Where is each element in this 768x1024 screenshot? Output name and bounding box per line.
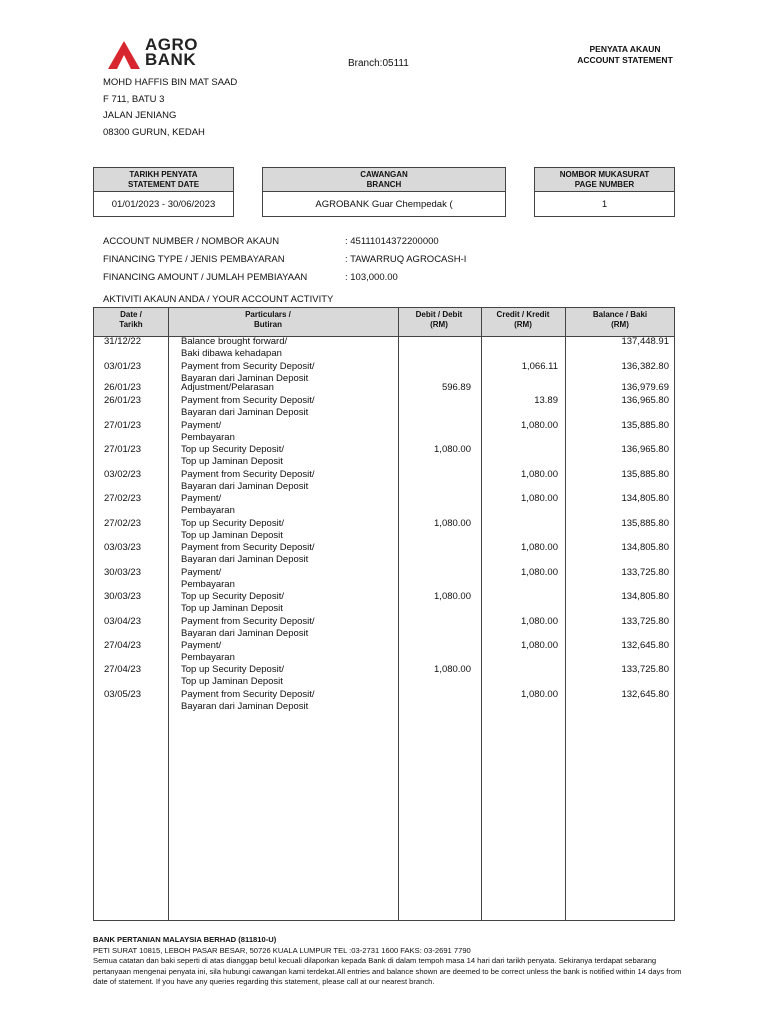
page-number-header-malay: NOMBOR MUKASURAT (559, 170, 650, 179)
row-date: 03/02/23 (104, 469, 141, 480)
column-divider (565, 308, 566, 920)
row-particulars: Payment from Security Deposit/ (181, 469, 315, 480)
row-particulars: Top up Security Deposit/ (181, 664, 284, 675)
account-number-label: ACCOUNT NUMBER / NOMBOR AKAUN (103, 236, 280, 247)
row-date: 27/04/23 (104, 664, 141, 675)
header-particulars-line1: Particulars / (245, 310, 291, 319)
address-line-1: F 711, BATU 3 (103, 93, 165, 105)
header-credit-line1: Credit / Kredit (496, 310, 550, 319)
row-particulars-secondary: Baki dibawa kehadapan (181, 348, 282, 360)
row-particulars: Top up Security Deposit/ (181, 444, 284, 455)
row-particulars: Payment from Security Deposit/ (181, 689, 315, 700)
footer-bank-name: BANK PERTANIAN MALAYSIA BERHAD (811810-U) (93, 935, 277, 944)
row-credit: 1,080.00 (521, 616, 558, 627)
branch-header (262, 167, 506, 192)
footer (93, 935, 693, 988)
statement-date-header (93, 167, 234, 192)
statement-date-value: 01/01/2023 - 30/06/2023 (93, 191, 234, 217)
page-number-header (534, 167, 675, 192)
header-debit (398, 310, 480, 330)
row-credit: 1,080.00 (521, 689, 558, 700)
page-number-value: 1 (534, 191, 675, 217)
row-particulars: Balance brought forward/ (181, 336, 288, 347)
row-credit: 1,080.00 (521, 469, 558, 480)
row-date: 30/03/23 (104, 591, 141, 602)
address-line-3: 08300 GURUN, KEDAH (103, 126, 205, 138)
row-particulars: Adjustment/Pelarasan (181, 382, 274, 393)
row-debit: 1,080.00 (434, 518, 471, 529)
account-number-value: : 45111014372200000 (345, 236, 439, 247)
agrobank-logo (107, 35, 207, 72)
row-date: 27/02/23 (104, 518, 141, 529)
row-credit: 1,080.00 (521, 420, 558, 431)
row-balance: 134,805.80 (621, 591, 669, 602)
row-date: 03/03/23 (104, 542, 141, 553)
row-debit: 1,080.00 (434, 444, 471, 455)
branch-value: AGROBANK Guar Chempedak ( (262, 191, 506, 217)
row-particulars-secondary: Bayaran dari Jaminan Deposit (181, 701, 309, 713)
logo-line2: BANK (145, 50, 197, 69)
page-number-header-english: PAGE NUMBER (574, 180, 635, 189)
header-credit (481, 310, 565, 330)
header-balance (565, 310, 675, 330)
row-particulars-secondary: Bayaran dari Jaminan Deposit (181, 554, 309, 566)
statement-title-english: ACCOUNT STATEMENT (577, 55, 673, 65)
address-line-2: JALAN JENIANG (103, 110, 177, 121)
row-particulars-secondary: Pembayaran (181, 505, 235, 517)
statement-title-malay: PENYATA AKAUN (589, 44, 661, 54)
row-date: 27/01/23 (104, 444, 141, 455)
footer-address: PETI SURAT 10815, LEBOH PASAR BESAR, 50726 KUALA LUMPUR TEL :03-2731 1600 FAKS: 03-2691 7790 (93, 945, 471, 955)
row-balance: 136,965.80 (621, 444, 669, 455)
statement-date-header-malay: TARIKH PENYATA (129, 170, 198, 179)
row-particulars-secondary: Bayaran dari Jaminan Deposit (181, 628, 309, 640)
row-particulars-secondary: Bayaran dari Jaminan Deposit (181, 373, 309, 385)
header-balance-line2: (RM) (611, 320, 629, 329)
row-balance: 134,805.80 (621, 493, 669, 504)
header-date-line1: Date / (120, 310, 142, 319)
row-particulars: Payment/ (181, 567, 222, 578)
activity-title: AKTIVITI AKAUN ANDA / YOUR ACCOUNT ACTIVITY (103, 294, 334, 305)
row-particulars: Payment/ (181, 420, 222, 431)
row-balance: 133,725.80 (621, 664, 669, 675)
row-date: 03/05/23 (104, 689, 141, 700)
branch-header-english: BRANCH (366, 180, 402, 189)
column-divider (168, 308, 169, 920)
row-particulars: Payment from Security Deposit/ (181, 395, 315, 406)
financing-amount-value: : 103,000.00 (345, 272, 398, 283)
row-particulars-secondary: Top up Jaminan Deposit (181, 530, 283, 542)
row-particulars-secondary: Bayaran dari Jaminan Deposit (181, 407, 309, 419)
logo-wordmark (145, 37, 198, 67)
row-date: 03/04/23 (104, 616, 141, 627)
row-particulars-secondary: Bayaran dari Jaminan Deposit (181, 481, 309, 493)
row-date: 26/01/23 (104, 395, 141, 406)
branch-header-malay: CAWANGAN (360, 170, 408, 179)
row-balance: 136,965.80 (621, 395, 669, 406)
row-particulars-secondary: Pembayaran (181, 652, 235, 664)
row-particulars: Payment/ (181, 640, 222, 651)
row-particulars-secondary: Top up Jaminan Deposit (181, 456, 283, 468)
row-debit: 1,080.00 (434, 664, 471, 675)
header-balance-line1: Balance / Baki (592, 310, 648, 319)
row-balance: 135,885.80 (621, 518, 669, 529)
row-balance: 132,645.80 (621, 689, 669, 700)
row-balance: 135,885.80 (621, 420, 669, 431)
header-date-line2: Tarikh (119, 320, 143, 329)
row-particulars-secondary: Top up Jaminan Deposit (181, 676, 283, 688)
financing-amount-label: FINANCING AMOUNT / JUMLAH PEMBIAYAAN (103, 272, 308, 283)
row-date: 31/12/22 (104, 336, 141, 347)
header-particulars (168, 310, 368, 330)
row-credit: 1,080.00 (521, 493, 558, 504)
row-balance: 135,885.80 (621, 469, 669, 480)
row-balance: 137,448.91 (621, 336, 669, 347)
agrobank-triangle-icon (107, 40, 141, 70)
row-credit: 1,080.00 (521, 640, 558, 651)
branch-code: Branch:05111 (348, 58, 409, 69)
row-particulars: Top up Security Deposit/ (181, 518, 284, 529)
row-particulars: Payment from Security Deposit/ (181, 361, 315, 372)
column-divider (481, 308, 482, 920)
row-particulars: Top up Security Deposit/ (181, 591, 284, 602)
financing-type-label: FINANCING TYPE / JENIS PEMBAYARAN (103, 254, 285, 265)
row-balance: 136,382.80 (621, 361, 669, 372)
row-date: 26/01/23 (104, 382, 141, 393)
table-header (94, 308, 674, 337)
statement-date-header-english: STATEMENT DATE (127, 180, 200, 189)
header-debit-line2: (RM) (430, 320, 448, 329)
customer-address (103, 75, 237, 141)
row-particulars: Payment from Security Deposit/ (181, 542, 315, 553)
logo-line1: AGRO (145, 35, 198, 54)
row-particulars: Payment/ (181, 493, 222, 504)
row-credit: 1,066.11 (521, 361, 558, 372)
row-balance: 133,725.80 (621, 616, 669, 627)
row-date: 27/01/23 (104, 420, 141, 431)
row-balance: 136,979.69 (621, 382, 669, 393)
row-credit: 1,080.00 (521, 567, 558, 578)
row-particulars-secondary: Pembayaran (181, 432, 235, 444)
header-particulars-line2: Butiran (254, 320, 282, 329)
row-debit: 1,080.00 (434, 591, 471, 602)
row-date: 03/01/23 (104, 361, 141, 372)
row-particulars-secondary: Pembayaran (181, 579, 235, 591)
row-date: 27/02/23 (104, 493, 141, 504)
row-credit: 1,080.00 (521, 542, 558, 553)
header-date (94, 310, 168, 330)
header-credit-line2: (RM) (514, 320, 532, 329)
transactions-table (93, 307, 675, 921)
financing-type-value: : TAWARRUQ AGROCASH-I (345, 254, 467, 265)
statement-title (555, 44, 695, 66)
row-credit: 13.89 (534, 395, 558, 406)
row-date: 27/04/23 (104, 640, 141, 651)
row-balance: 133,725.80 (621, 567, 669, 578)
customer-name: MOHD HAFFIS BIN MAT SAAD (103, 77, 238, 88)
row-balance: 132,645.80 (621, 640, 669, 651)
row-balance: 134,805.80 (621, 542, 669, 553)
header-debit-line1: Debit / Debit (415, 310, 463, 319)
row-date: 30/03/23 (104, 567, 141, 578)
footer-notice: Semua catatan dan baki seperti di atas dianggap betul kecuali dilaporkan kepada Bank di dalam tempoh masa 14 hari dari tarikh penyata. Sekiranya terdapat sebarang pertanyaan mengenai penyata ini, sila hubungi cawangan kami terdekat.All entries and balance shown are deemed to be correct unless the bank is notified within 14 days from date of statement. If you have any queries regarding this statement, please call at our nearest branch. (93, 956, 682, 986)
row-particulars-secondary: Top up Jaminan Deposit (181, 603, 283, 615)
column-divider (398, 308, 399, 920)
row-particulars: Payment from Security Deposit/ (181, 616, 315, 627)
row-debit: 596.89 (441, 382, 471, 393)
